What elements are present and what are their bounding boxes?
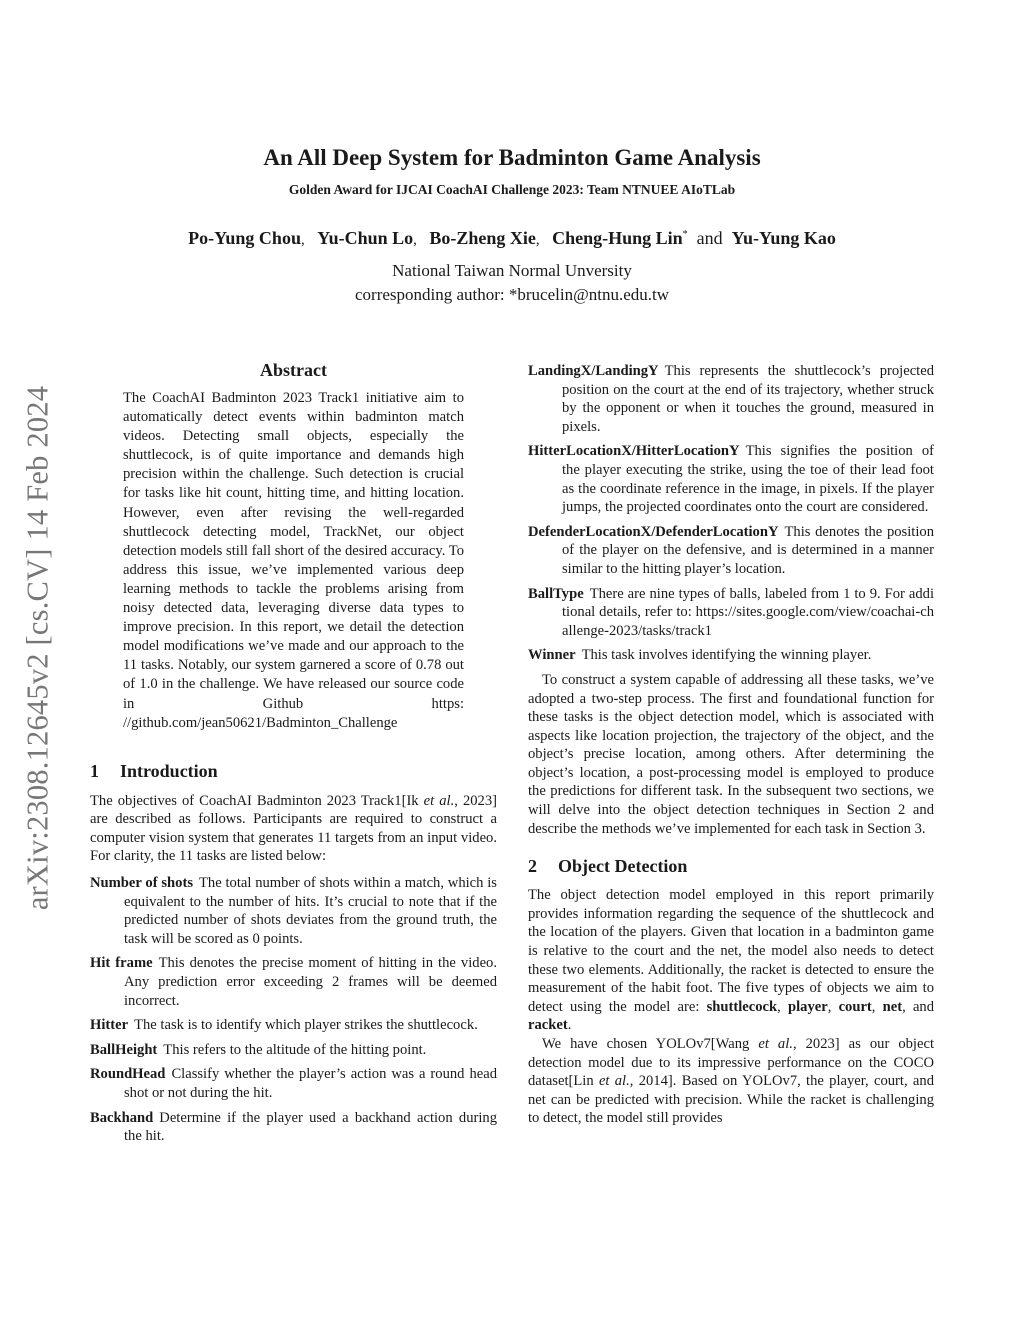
object-detection-paragraph-2	[528, 1035, 934, 1128]
sentence-end: .	[567, 1017, 572, 1034]
abstract-heading: Abstract	[260, 360, 327, 380]
paper-subtitle: Golden Award for IJCAI CoachAI Challenge 2023: Team NTNUEE AIoTLab	[288, 182, 736, 197]
arxiv-identifier: arXiv:2308.12645v2 [cs.CV] 14 Feb 2024	[20, 385, 55, 910]
citation-etal: et al.	[758, 1036, 793, 1052]
task-term: HitterLocationX/HitterLocationY	[528, 443, 740, 460]
task-term: Hitter	[90, 1017, 129, 1034]
task-description: There are nine types of balls, labeled from 1 to 9. For additional details, refer to: https://sites.google.com/view/coachai-challenge-2023/tasks/track1	[562, 585, 934, 639]
object-class: court	[838, 998, 872, 1015]
task-description: This denotes the position of the player on the defensive, and is determined in a manner similar to the hitting player’s location.	[562, 523, 934, 577]
section-heading-introduction	[90, 761, 497, 782]
task-term: BallHeight	[90, 1041, 158, 1058]
author-name: Po-Yung Chou	[188, 228, 301, 248]
section-number: 1	[90, 760, 99, 781]
object-class: shuttlecock	[706, 998, 778, 1015]
task-description: The total number of shots within a match, which is equivalent to the number of hits. It’s crucial to note that if the predicted number of shots deviates from the ground truth, the task will be scored as 0 points.	[124, 875, 497, 947]
task-item	[90, 1109, 497, 1146]
list-separator: ,	[777, 998, 788, 1015]
task-item	[90, 1065, 497, 1102]
task-description: Determine if the player used a backhand action during the hit.	[124, 1109, 497, 1145]
object-class: racket	[528, 1017, 568, 1034]
task-description: This refers to the altitude of the hitting point.	[163, 1041, 427, 1058]
author-list	[0, 228, 1024, 249]
task-list-right	[528, 362, 934, 665]
arxiv-side-stamp	[8, 355, 68, 940]
task-description: This represents the shuttlecock’s projected position on the court at the end of its trajectory, whether struck by the opponent or when it touches the ground, measured in pixels.	[562, 363, 934, 435]
author-name: Yu-Chun Lo	[317, 228, 414, 248]
task-item	[528, 585, 934, 641]
task-term: BallType	[528, 585, 584, 602]
task-item	[528, 362, 934, 436]
corresponding-author: corresponding author: *brucelin@ntnu.edu.tw	[354, 285, 670, 304]
author-name: Cheng-Hung Lin	[552, 228, 683, 248]
paragraph-text-part: , 2023] as our object detection model due to its impressive performance on the COCO dataset[Lin	[528, 1036, 934, 1090]
author-separator: ,	[413, 232, 417, 248]
paragraph-text-part: , 2014]. Based on YOLOv7, the player, court, and net can be predicted with precision. While the racket is challenging to detect, the model still provides	[528, 1073, 934, 1127]
task-description: Classify whether the player’s action was a round head shot or not during the hit.	[124, 1066, 497, 1101]
section-title: Object Detection	[558, 856, 688, 877]
intro-text-part: , 2023] are described as follows. Participants are required to construct a computer vision system that generates 11 targets from an input video. For clarity, the 11 tasks are listed below:	[90, 792, 497, 865]
paragraph-text-part: The object detection model employed in this report primarily provides information regarding the sequence of the shuttlecock and the location of the players. Given that location in a badminton game is relative to the court and the net, the model also needs to detect these two elements. Additionally, the racket is detected to ensure the measurement of the habit foot. The five types of objects we aim to detect using the model are:	[528, 887, 934, 1015]
list-separator: ,	[871, 998, 883, 1015]
task-list-left	[90, 874, 497, 1146]
task-description: This denotes the precise moment of hitting in the video. Any prediction error exceeding 2 frames will be deemed incorrect.	[124, 955, 497, 1009]
task-item	[528, 646, 934, 665]
task-description: The task is to identify which player strikes the shuttlecock.	[134, 1017, 478, 1034]
section-heading-object-detection	[528, 856, 934, 877]
two-step-paragraph: To construct a system capable of addressing all these tasks, we’ve adopted a two-step process. The first and foundational function for these tasks is the object detection model, which is associated with aspects like location projection, the trajectory of the object, and the object’s precise location, among others. After determining the object’s location, a post-processing model is employed to produce the predictions for different task. In the subsequent two sections, we will delve into the object detection techniques in Section 2 and describe the methods we’ve implemented for each task in Section 3.	[528, 671, 934, 837]
intro-text-part: The objectives of CoachAI Badminton 2023 Track1[Ik	[90, 792, 424, 809]
object-class: net	[882, 998, 903, 1015]
paragraph-text-part: We have chosen YOLOv7[Wang	[542, 1036, 759, 1052]
affiliation-block	[0, 259, 1024, 307]
author-name: Bo-Zheng Xie	[429, 228, 536, 248]
abstract-text: The CoachAI Badminton 2023 Track1 initiative aim to automatically detect events within badminton match videos. Detecting small objects, especially the shuttlecock, is of quite importance and demands high precision within the challenge. Such detection is crucial for tasks like hit count, hitting time, and hitting location. However, even after revising the well-regarded shuttlecock detecting model, TrackNet, our object detection models still fall short of the desired accuracy. To address this issue, we’ve implemented various deep learning methods to tackle the problems arising from noisy detected data, leveraging diverse data types to improve precision. In this report, we detail the detection model modifications we’ve made and our approach to the 11 tasks. Notably, our system garnered a score of 0.78 out of 1.0 in the challenge. We have released our source code in Github https: //github.com/jean50621/Badminton_Challenge	[123, 390, 464, 731]
section-title: Introduction	[120, 760, 218, 781]
task-term: LandingX/LandingY	[528, 363, 659, 379]
task-item	[90, 1041, 497, 1060]
affiliation: National Taiwan Normal Unversity	[392, 261, 632, 280]
task-term: Hit frame	[90, 955, 153, 972]
list-separator: ,	[827, 998, 839, 1015]
task-item	[90, 1016, 497, 1035]
task-term: RoundHead	[90, 1066, 166, 1083]
task-term: Backhand	[90, 1109, 154, 1126]
task-description: This task involves identifying the winning player.	[581, 647, 872, 664]
list-separator: , and	[902, 998, 935, 1015]
author-separator: ,	[535, 232, 540, 248]
object-detection-paragraph-1	[528, 886, 934, 1035]
author-name: Yu-Yung Kao	[731, 228, 836, 248]
intro-paragraph	[90, 792, 497, 866]
right-column	[528, 362, 934, 1128]
paper-title: An All Deep System for Badminton Game Analysis	[263, 145, 761, 170]
task-item	[528, 442, 934, 516]
and-word: and	[696, 228, 723, 248]
author-separator: ,	[300, 232, 305, 248]
citation-etal: et al.	[598, 1073, 630, 1090]
task-item	[90, 874, 497, 948]
task-description: This signifies the position of the player executing the strike, using the toe of their lead foot as the coordinate reference in the image, in pixels. If the player jumps, the projected coordinates onto the court are considered.	[562, 443, 934, 516]
task-item	[90, 954, 497, 1010]
task-term: Number of shots	[90, 875, 193, 892]
citation-etal: et al.	[423, 792, 455, 809]
left-column	[90, 360, 497, 1152]
task-term: DefenderLocationX/DefenderLocationY	[528, 523, 779, 540]
task-item	[528, 523, 934, 579]
section-number: 2	[528, 856, 537, 877]
corresponding-mark: *	[682, 229, 688, 240]
task-term: Winner	[528, 647, 576, 664]
object-class: player	[787, 998, 828, 1015]
